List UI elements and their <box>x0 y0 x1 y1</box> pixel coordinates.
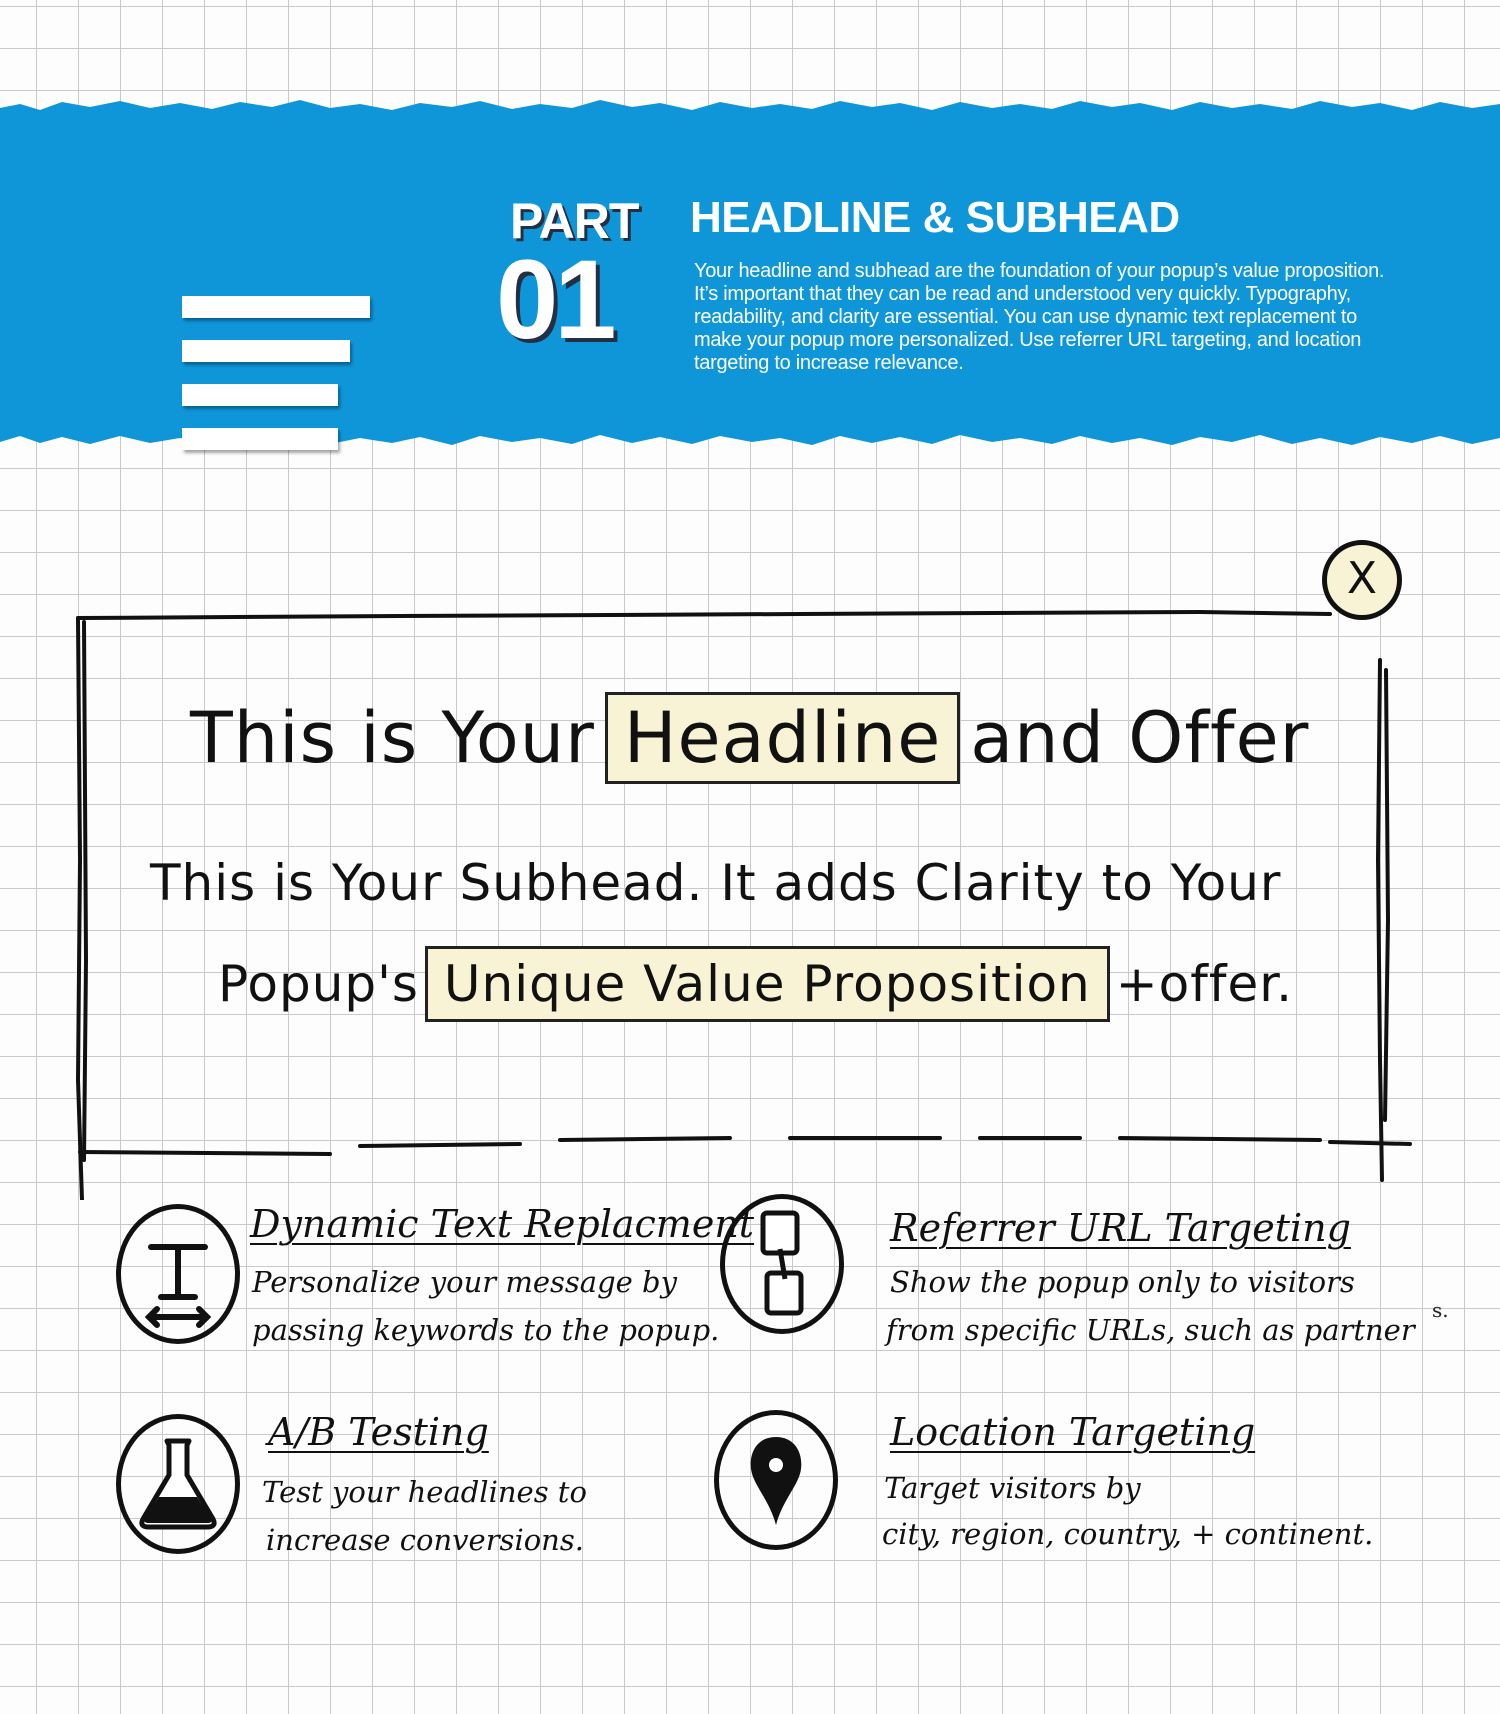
part-label: PART <box>510 193 639 249</box>
feature-description-line1: Personalize your message by <box>252 1265 677 1299</box>
stray-pen-mark: s. <box>1432 1298 1449 1322</box>
feature-title: Dynamic Text Replacment <box>250 1202 755 1246</box>
feature-description-line1: Test your headlines to <box>262 1475 587 1509</box>
text-cursor-icon <box>116 1204 240 1344</box>
section-title: HEADLINE & SUBHEAD <box>690 193 1180 242</box>
feature-description-line1: Show the popup only to visitors <box>890 1265 1355 1299</box>
sketch-subhead-line2 <box>218 946 1293 1022</box>
feature-description-line1: Target visitors by <box>884 1471 1141 1505</box>
headline-text-after: and Offer <box>970 697 1310 779</box>
section-description: Your headline and subhead are the foundation of your popup’s value proposition. It’s important that they can be read and understood very quickly. Typography, readability, and clarity are essential. You can use dynamic text replacement to make your popup more personalized. Use referrer URL targeting, and location targeting to increase relevance. <box>694 260 1385 374</box>
sketch-headline <box>190 692 1309 784</box>
sketch-subhead-line1: This is Your Subhead. It adds Clarity to Your <box>150 854 1282 912</box>
popup-sketch <box>0 553 1500 1200</box>
subhead-text-before: Popup's <box>218 955 419 1013</box>
chain-link-icon <box>720 1194 844 1334</box>
close-icon[interactable]: X <box>1322 540 1402 620</box>
feature-dynamic-text <box>116 1200 755 1360</box>
feature-ab-testing <box>116 1410 716 1570</box>
headline-text-before: This is Your <box>190 697 595 779</box>
headline-highlight: Headline <box>605 692 960 784</box>
subhead-text-after: +offer. <box>1115 955 1294 1013</box>
feature-title: A/B Testing <box>268 1410 489 1454</box>
feature-referrer-url <box>720 1190 1420 1350</box>
hamburger-menu-icon <box>182 296 370 452</box>
feature-description-line2: increase conversions. <box>266 1523 584 1557</box>
map-pin-icon <box>714 1410 838 1550</box>
feature-description-line2: from specific URLs, such as partner <box>886 1313 1415 1347</box>
feature-description-line2: passing keywords to the popup. <box>252 1313 720 1347</box>
subhead-highlight: Unique Value Proposition <box>425 946 1110 1022</box>
flask-icon <box>116 1414 240 1554</box>
feature-location <box>714 1410 1414 1570</box>
feature-title: Referrer URL Targeting <box>890 1206 1351 1250</box>
feature-description-line2: city, region, country, + continent. <box>882 1517 1374 1551</box>
part-number: 01 <box>496 237 613 362</box>
feature-title: Location Targeting <box>890 1410 1256 1454</box>
